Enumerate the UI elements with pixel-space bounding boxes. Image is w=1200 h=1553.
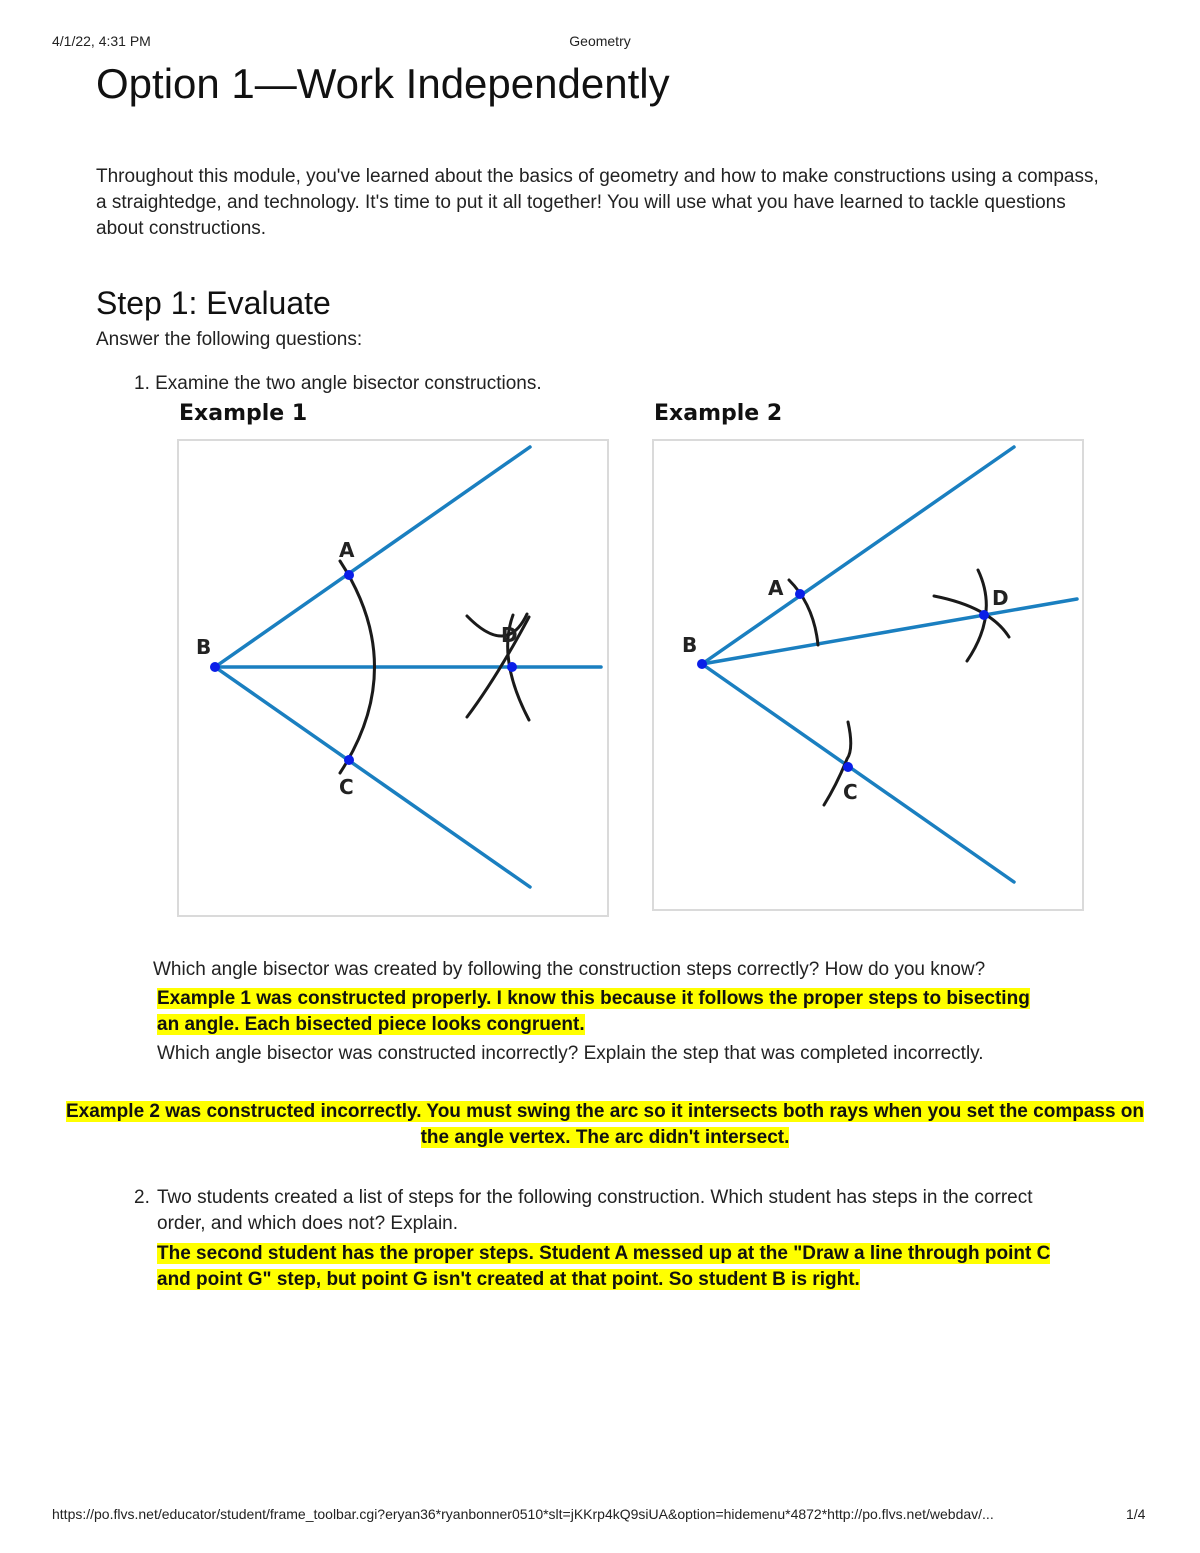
- step-title: Step 1: Evaluate: [96, 285, 331, 321]
- step-instruction: Answer the following questions:: [96, 329, 363, 350]
- footer-page-number: 1/4: [1126, 1506, 1146, 1522]
- footer-url: https://po.flvs.net/educator/student/frame_toolbar.cgi?eryan36*ryanbonner0510*slt=jKKrp4kQ9siUA&option=hidemenu*4872*http://po.flvs.net/webdav/...: [52, 1506, 994, 1522]
- point-c: [344, 755, 354, 765]
- label-b: B: [682, 633, 698, 657]
- point-a: [344, 570, 354, 580]
- header-title: Geometry: [569, 33, 631, 49]
- compass-arc-a: [789, 580, 818, 645]
- answer-2-highlight: The second student has the proper steps. Student A messed up at the "Draw a line through point C and point G" step, but point G isn't created at that point. So student B is right.: [157, 1243, 1051, 1290]
- question-1-text: 1. Examine the two angle bisector constructions.: [134, 373, 542, 394]
- answer-1b-highlight: Example 2 was constructed incorrectly. You must swing the arc so it intersects both rays when you set the compass on the angle vertex. The arc didn't intersect.: [65, 1101, 1145, 1148]
- point-d: [979, 610, 989, 620]
- page-title: Option 1—Work Independently: [96, 60, 670, 107]
- answer-1a: [157, 986, 1037, 1038]
- question-2: [134, 1185, 1074, 1237]
- answer-1a-highlight: Example 1 was constructed properly. I know this because it follows the proper steps to bisecting an angle. Each bisected piece looks congruent.: [157, 988, 1030, 1035]
- ray-lower: [702, 664, 1014, 882]
- point-c: [843, 762, 853, 772]
- bisector-ray: [702, 599, 1077, 664]
- example-1-figure: [177, 439, 609, 917]
- intro-paragraph: Throughout this module, you've learned about the basics of geometry and how to make constructions using a compass, a straightedge, and technology. It's time to put it all together! You will use what you have learned to tackle questions about constructions.: [96, 166, 1099, 239]
- point-a: [795, 589, 805, 599]
- compass-arc-d-upper: [467, 614, 527, 636]
- example-2-label: Example 2: [654, 401, 783, 426]
- question-1-prompt-correct: Which angle bisector was created by following the construction steps correctly? How do you know?: [153, 959, 986, 980]
- label-d: D: [501, 623, 518, 647]
- point-b: [210, 662, 220, 672]
- question-2-number: 2.: [134, 1187, 150, 1208]
- answer-1b: [60, 1099, 1150, 1151]
- answer-2: [157, 1241, 1077, 1293]
- example-1-diagram: [177, 439, 609, 917]
- label-b: B: [196, 635, 212, 659]
- label-d: D: [992, 586, 1009, 610]
- example-1-label: Example 1: [179, 401, 308, 426]
- label-c: C: [843, 780, 858, 804]
- ray-upper: [702, 447, 1014, 664]
- point-b: [697, 659, 707, 669]
- label-a: A: [768, 576, 784, 600]
- question-1-prompt-incorrect: Which angle bisector was constructed incorrectly? Explain the step that was completed incorrectly.: [157, 1043, 984, 1064]
- point-d: [507, 662, 517, 672]
- header-date: 4/1/22, 4:31 PM: [52, 33, 151, 49]
- example-2-figure: [652, 439, 1084, 911]
- label-a: A: [339, 538, 355, 562]
- example-2-diagram: [652, 439, 1084, 911]
- question-2-text: Two students created a list of steps for the following construction. Which student has steps in the correct order, and which does not? Explain.: [157, 1187, 1033, 1234]
- label-c: C: [339, 775, 354, 799]
